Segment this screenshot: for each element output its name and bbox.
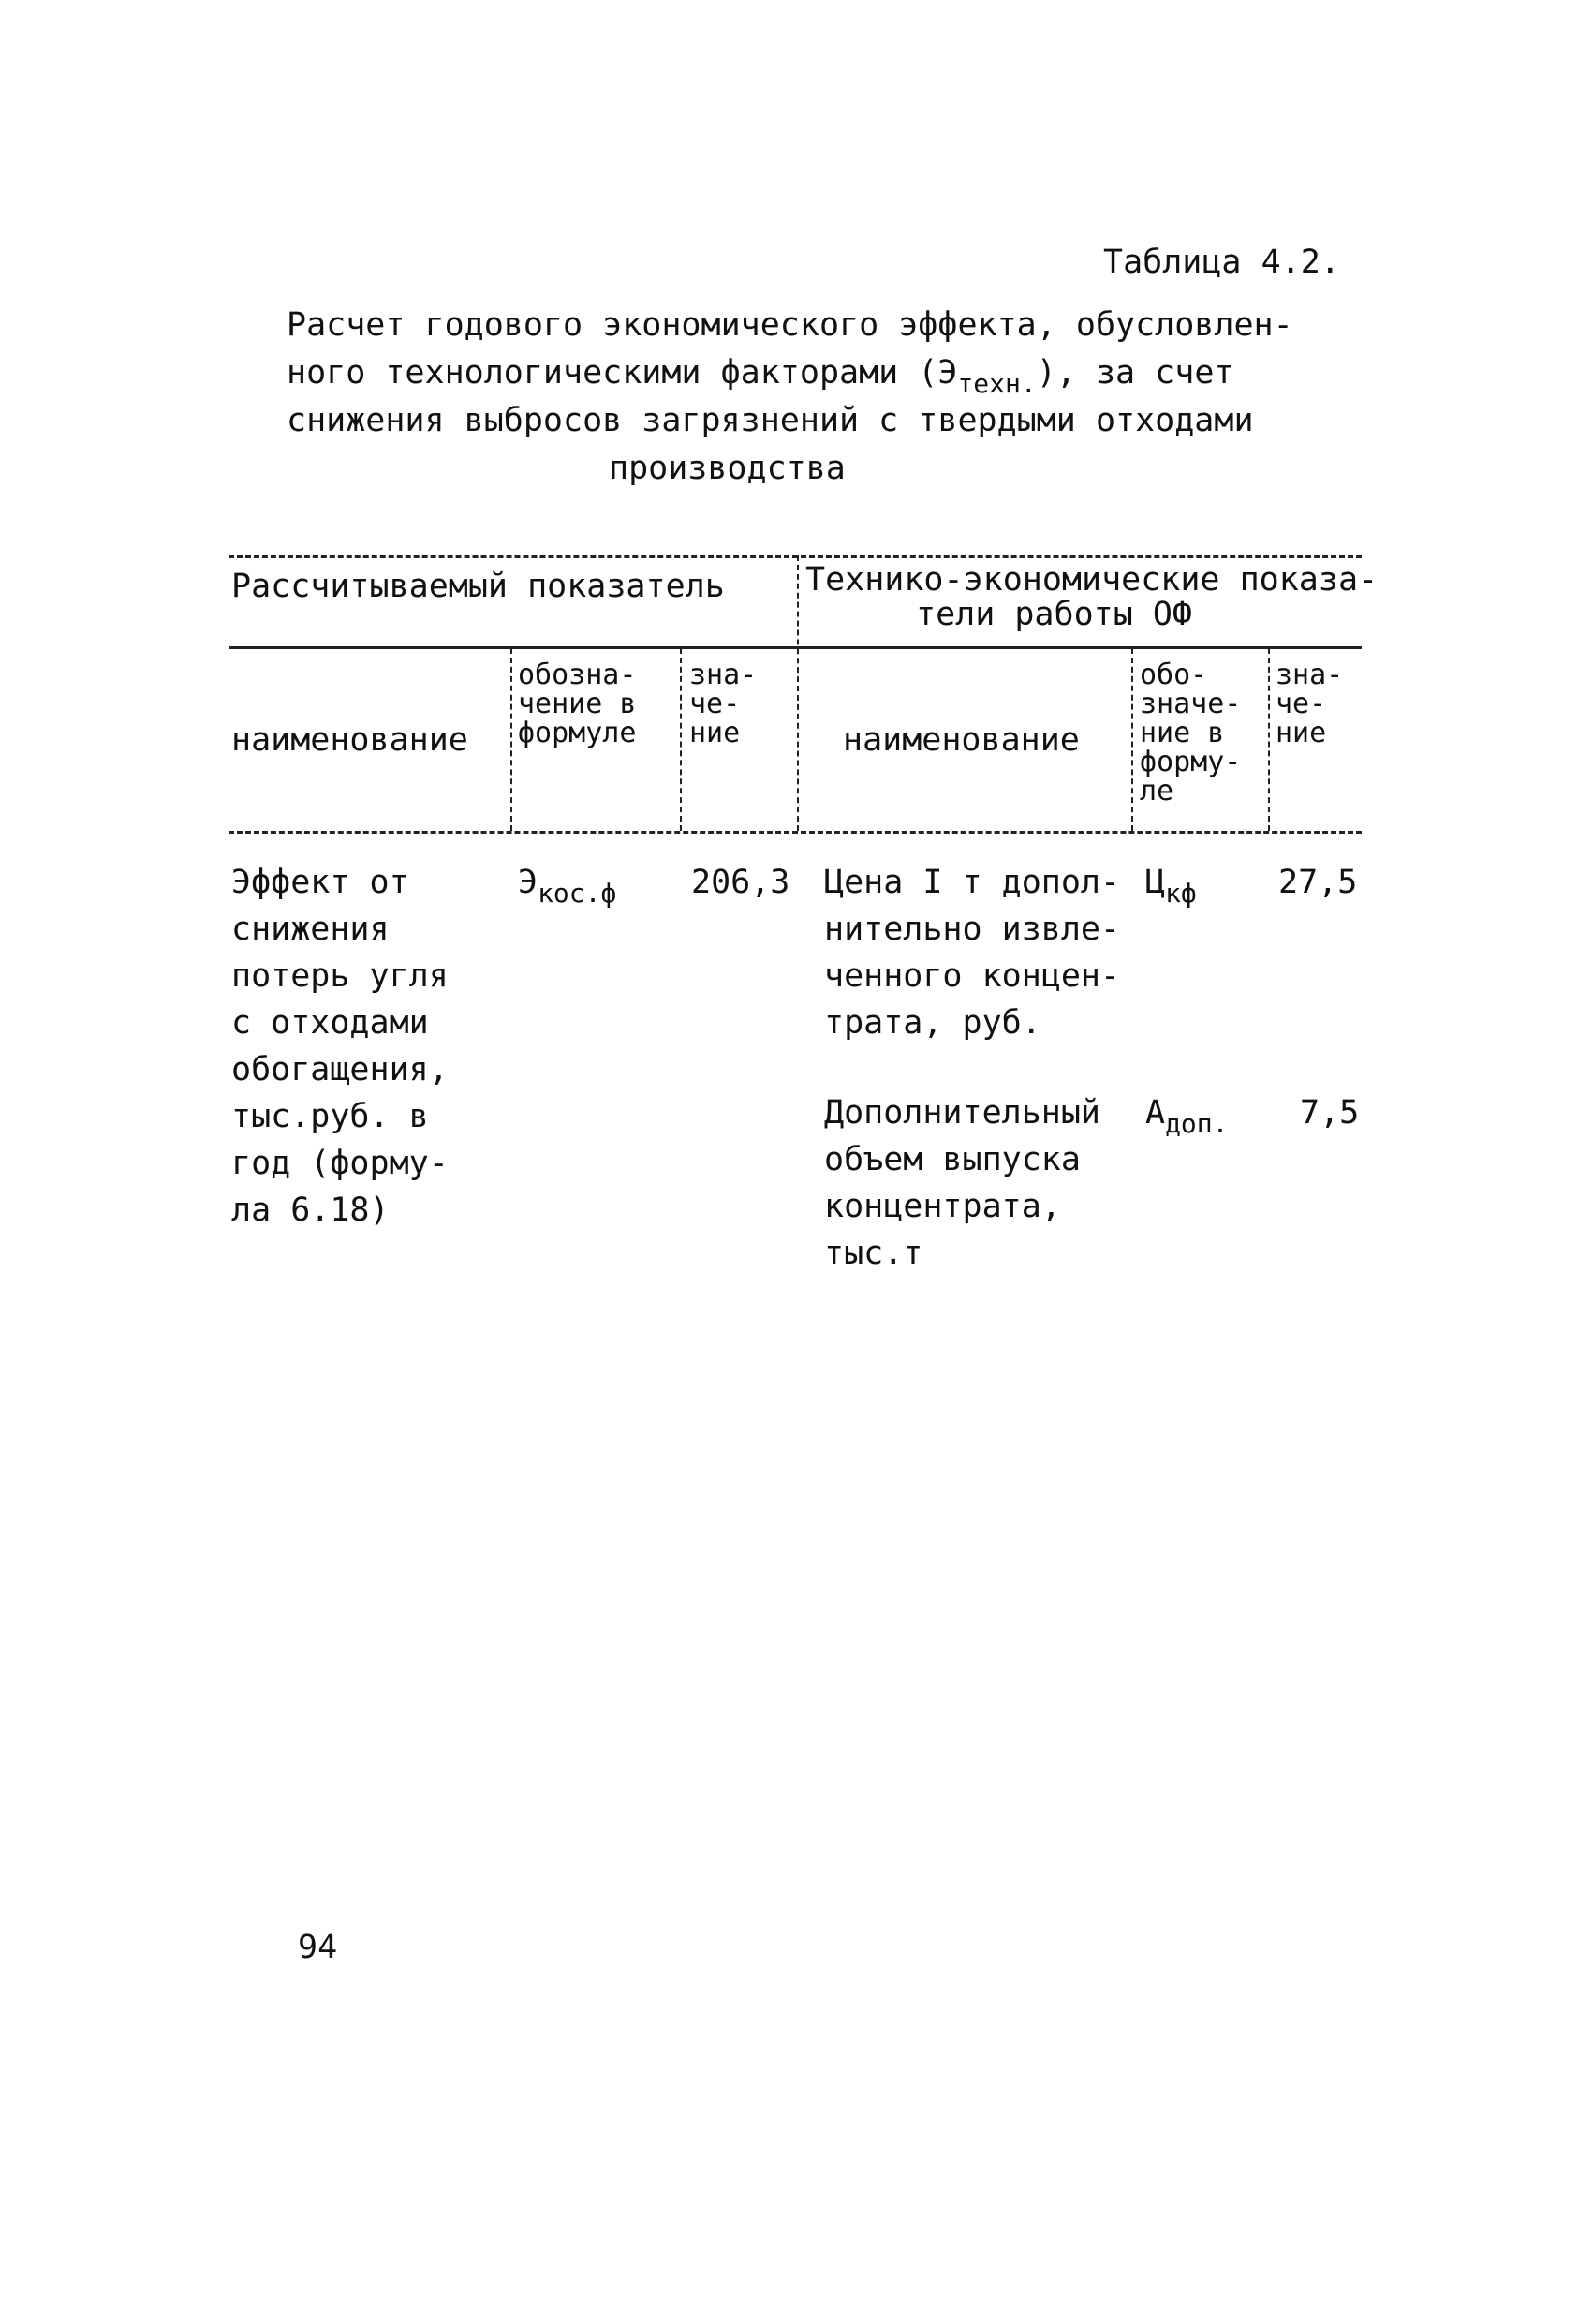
left-row-name-l1: Эффект от [231, 864, 409, 901]
left-row-name-l6: тыс.руб. в [231, 1098, 429, 1135]
title-line-2-pre: ного технологическими факторами (Э [287, 354, 958, 392]
left-row-name-l4: с отходами [231, 1004, 429, 1042]
left-value-separator [680, 648, 682, 831]
header-left-value-l1: зна- [689, 659, 758, 691]
header-right-symbol-l3: ние в [1140, 717, 1225, 749]
header-group-right-l1: Технико-экономические показа- [805, 561, 1379, 599]
left-row-symbol-main: Э [518, 864, 538, 901]
header-right-value [1276, 660, 1343, 748]
right-row-1-name-l2: нительно извле- [824, 910, 1121, 948]
header-right-value-l3: ние [1276, 717, 1327, 749]
right-row-2-name-l1: Дополнительный [824, 1094, 1101, 1132]
right-row-2-symbol-main: А [1145, 1094, 1166, 1132]
page-number: 94 [298, 1929, 338, 1966]
header-group-rule [229, 646, 1362, 649]
header-group-right-l2: тели работы ОФ [916, 596, 1193, 633]
title-line-3: снижения выбросов загрязнений с твердыми отходами [287, 402, 1254, 439]
right-row-1-value: 27,5 [1278, 864, 1358, 901]
header-right-symbol [1140, 660, 1241, 806]
table-top-rule [229, 555, 1362, 558]
header-left-symbol-l2: чение в [518, 688, 637, 720]
right-row-1-symbol-sub: кф [1165, 877, 1197, 909]
left-row-symbol [518, 859, 616, 917]
right-row-2-name [824, 1089, 1100, 1277]
left-row-name-l5: обогащения, [231, 1051, 449, 1088]
left-row-symbol-sub: кос.ф [538, 877, 617, 909]
right-row-1-name-l4: трата, руб. [824, 1004, 1041, 1042]
header-group-left: Рассчитываемый показатель [231, 568, 725, 605]
left-row-name-l3: потерь угля [231, 957, 449, 995]
left-row-name [231, 859, 449, 1234]
header-bottom-rule [229, 831, 1362, 834]
group-separator [797, 555, 799, 831]
header-left-symbol-l1: обозна- [518, 659, 637, 691]
right-row-2-symbol-sub: доп. [1165, 1107, 1229, 1139]
right-value-separator [1268, 648, 1270, 831]
right-row-1-name-l1: Цена I т допол- [824, 864, 1121, 901]
header-right-symbol-l1: обо- [1140, 659, 1208, 691]
right-row-2-symbol [1145, 1089, 1229, 1147]
title-line-2-post: ), за счет [1036, 354, 1234, 392]
header-left-symbol-l3: формуле [518, 717, 637, 749]
header-right-symbol-l4: форму- [1140, 746, 1242, 778]
right-symbol-separator [1131, 648, 1133, 831]
header-right-name: наименование [843, 721, 1080, 759]
header-right-value-l2: че- [1276, 688, 1327, 720]
header-left-value-l2: че- [689, 688, 741, 720]
left-row-name-l7: год (форму- [231, 1145, 449, 1182]
right-row-2-name-l4: тыс.т [824, 1235, 923, 1272]
right-row-2-name-l2: объем выпуска [824, 1141, 1081, 1178]
right-row-1-name-l3: ченного концен- [824, 957, 1121, 995]
left-row-name-l8: ла 6.18) [231, 1192, 390, 1229]
header-left-symbol [518, 660, 636, 748]
title-line-2-sub: техн. [957, 367, 1037, 399]
right-row-1-symbol [1145, 859, 1197, 917]
right-row-2-value: 7,5 [1300, 1094, 1360, 1132]
left-row-value: 206,3 [691, 864, 790, 901]
header-right-symbol-l2: значе- [1140, 688, 1242, 720]
header-right-symbol-l5: ле [1140, 775, 1174, 807]
right-row-1-name [824, 859, 1120, 1046]
header-left-value-l3: ние [689, 717, 741, 749]
right-row-2-name-l3: концентрата, [824, 1188, 1061, 1225]
left-row-name-l2: снижения [231, 910, 390, 948]
title-line-1: Расчет годового экономического эффекта, обусловлен- [287, 306, 1293, 344]
header-left-value [689, 660, 757, 748]
header-right-value-l1: зна- [1276, 659, 1344, 691]
right-row-1-symbol-main: Ц [1145, 864, 1166, 901]
left-symbol-separator [510, 648, 512, 831]
table-label: Таблица 4.2. [1103, 244, 1340, 281]
title-line-4: производства [609, 450, 846, 487]
header-left-name: наименование [231, 721, 468, 759]
